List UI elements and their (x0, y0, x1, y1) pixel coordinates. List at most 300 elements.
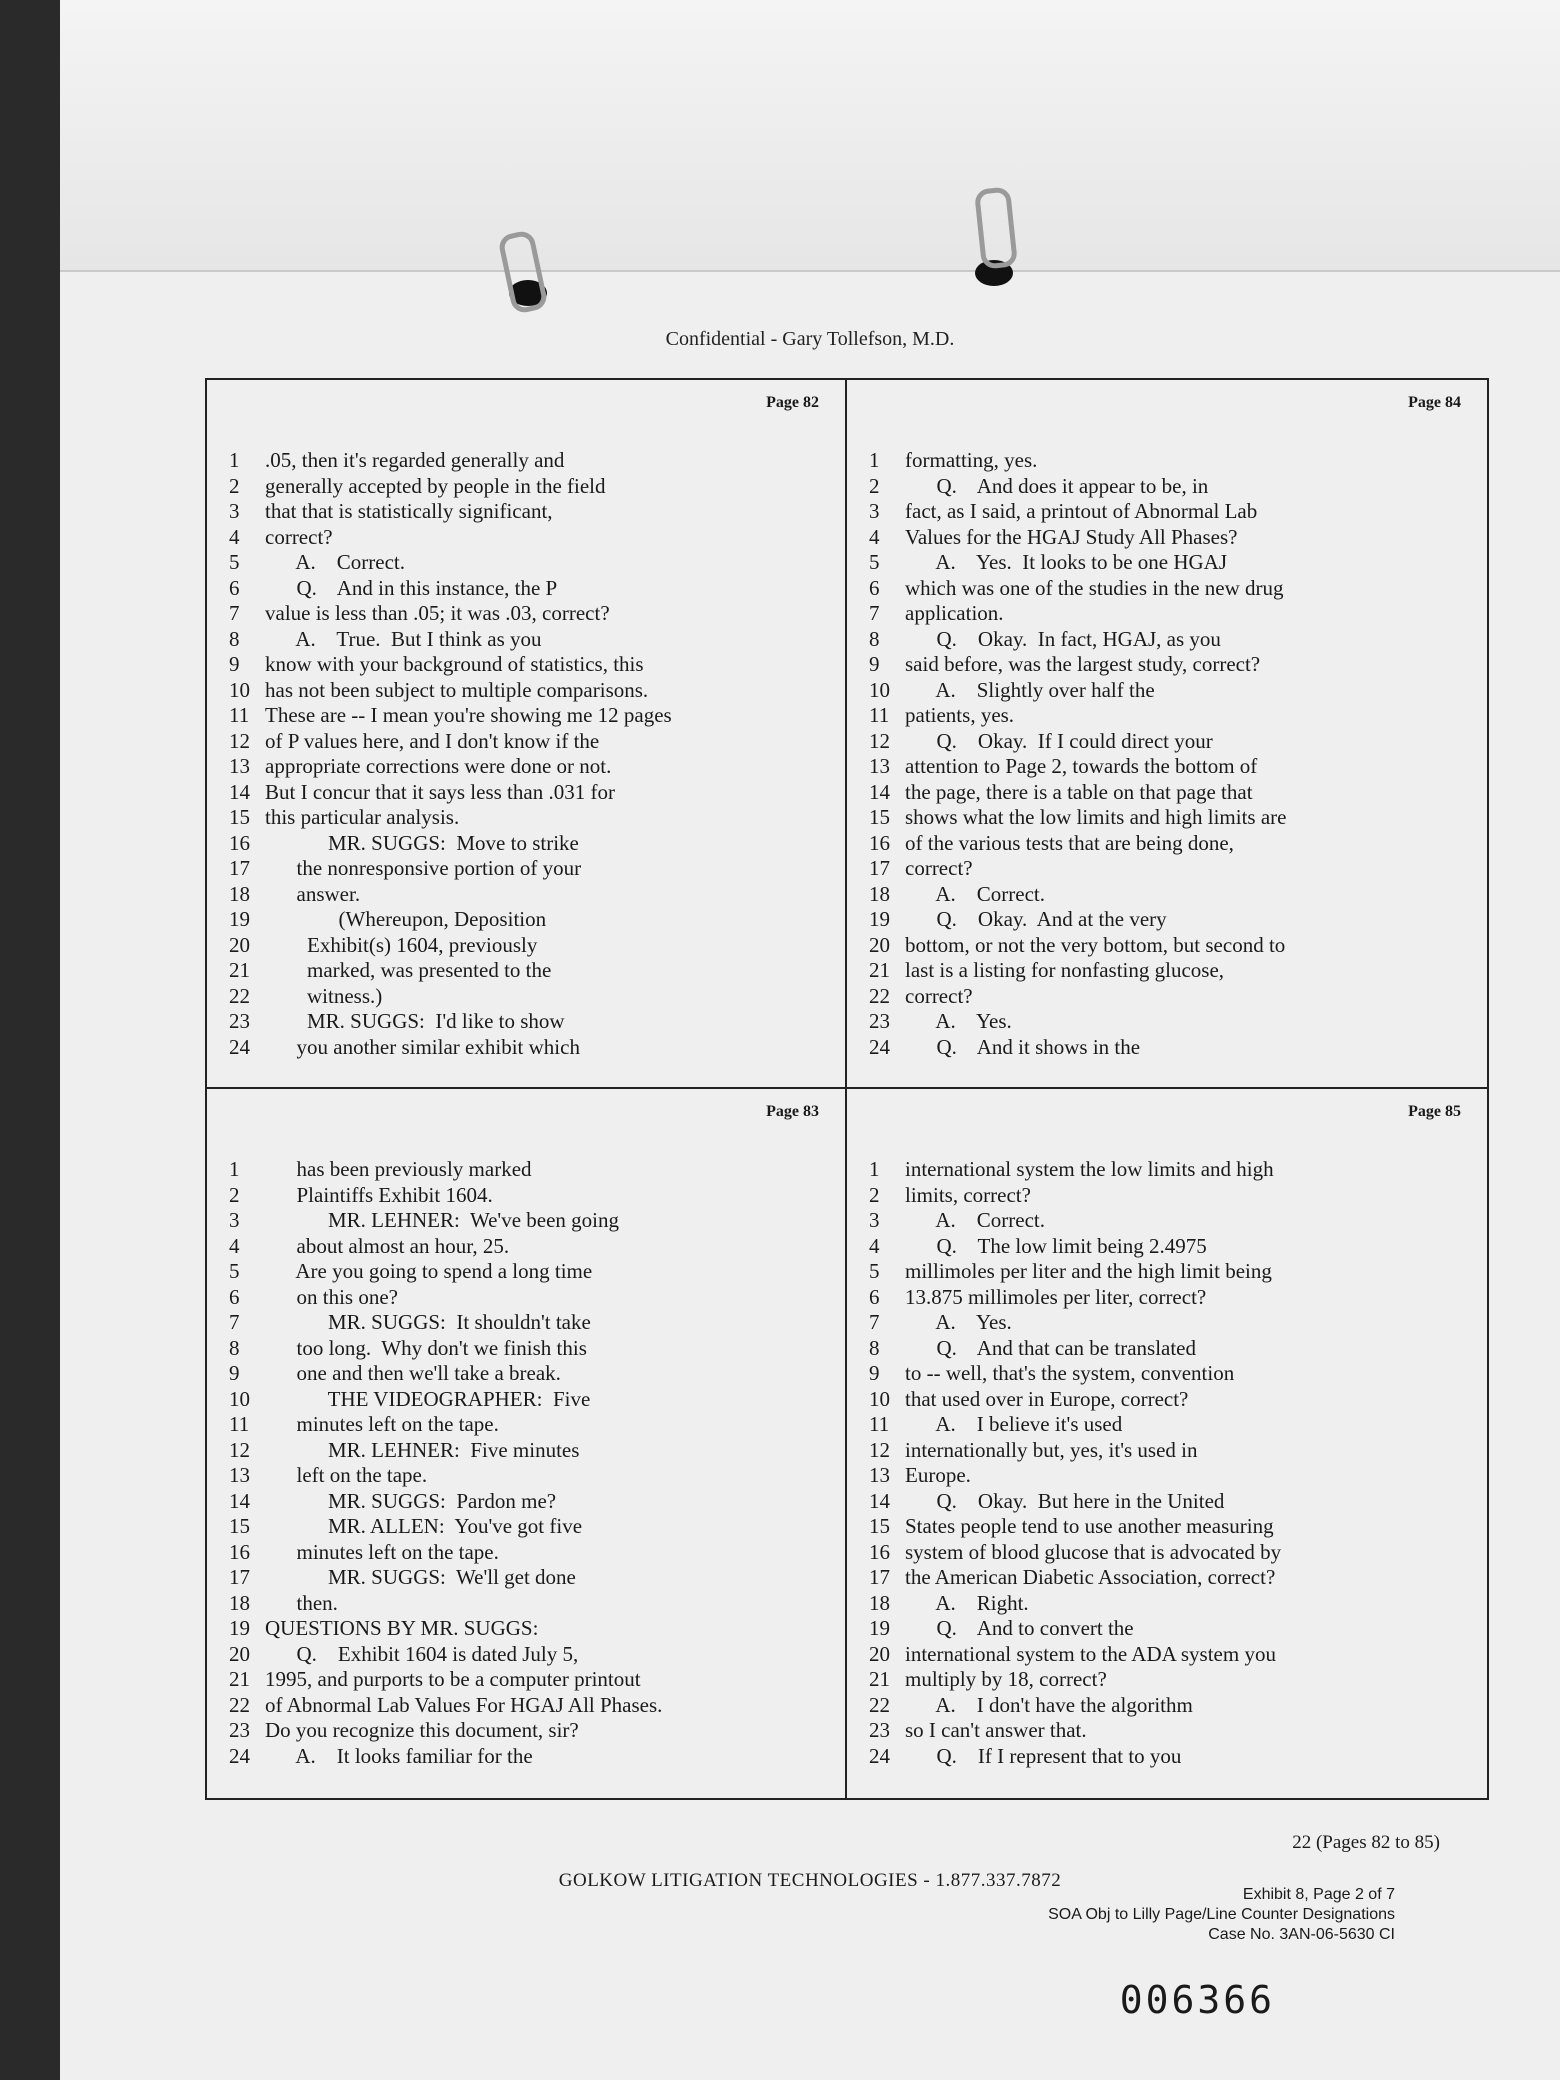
line-number: 15 (229, 1514, 250, 1538)
transcript-line (869, 1157, 1465, 1183)
line-number: 5 (869, 1259, 880, 1283)
line-text: so I can't answer that. (905, 1718, 1087, 1742)
line-number: 11 (229, 1412, 250, 1436)
line-text: minutes left on the tape. (265, 1539, 499, 1564)
line-number: 21 (869, 958, 890, 982)
transcript-line (869, 601, 1465, 627)
transcript-line (229, 1387, 823, 1413)
line-text: MR. SUGGS: Pardon me? (265, 1488, 557, 1513)
line-number: 6 (229, 1284, 240, 1309)
line-number: 13 (229, 754, 250, 778)
line-number: 2 (229, 473, 240, 498)
line-text: international system to the ADA system you (905, 1641, 1276, 1666)
line-text: Q. Okay. And at the very (905, 907, 1167, 931)
line-number: 23 (229, 1009, 250, 1033)
line-text: limits, correct? (905, 1182, 1031, 1207)
line-text: system of blood glucose that is advocated by (905, 1539, 1282, 1564)
line-text: Q. If I represent that to you (905, 1743, 1182, 1768)
line-number: 6 (229, 575, 240, 600)
line-number: 12 (229, 728, 250, 753)
line-text: of the various tests that are being done, (905, 830, 1234, 855)
transcript-line (869, 448, 1465, 474)
line-number: 14 (229, 1488, 250, 1513)
line-number: 9 (229, 652, 240, 676)
transcript-line (229, 601, 823, 627)
transcript-line (869, 1540, 1465, 1566)
transcript-line (869, 1489, 1465, 1515)
line-number: 14 (229, 779, 250, 804)
line-text: A. It looks familiar for the (265, 1743, 533, 1768)
line-text: Q. Okay. If I could direct your (905, 728, 1213, 753)
line-number: 3 (869, 499, 880, 523)
line-number: 9 (229, 1361, 240, 1385)
line-text: international system the low limits and high (905, 1157, 1274, 1181)
transcript-line (869, 703, 1465, 729)
line-text: attention to Page 2, towards the bottom of (905, 754, 1258, 778)
transcript-line (869, 1336, 1465, 1362)
line-text: A. Yes. (905, 1009, 1012, 1033)
line-number: 15 (869, 805, 890, 829)
exhibit-line: Exhibit 8, Page 2 of 7 (1242, 1886, 1395, 1903)
transcript-line (229, 1693, 823, 1719)
transcript-lines (229, 1157, 823, 1769)
transcript-line (869, 1310, 1465, 1336)
page-number-label: Page 85 (1408, 1103, 1461, 1120)
line-text: Q. And to convert the (905, 1616, 1134, 1640)
line-text: MR. LEHNER: Five minutes (265, 1437, 580, 1462)
transcript-line (229, 1259, 823, 1285)
transcript-line (869, 1035, 1465, 1061)
line-text: patients, yes. (905, 703, 1015, 727)
line-number: 5 (229, 550, 240, 574)
line-text: MR. LEHNER: We've been going (265, 1208, 619, 1232)
exhibit-line: Case No. 3AN-06-5630 CI (1208, 1926, 1395, 1943)
binder-ring-left (497, 229, 549, 315)
page-number-label: Page 83 (766, 1103, 819, 1120)
line-text: Exhibit(s) 1604, previously (265, 932, 538, 957)
transcript-line (869, 499, 1465, 525)
line-text: left on the tape. (265, 1463, 428, 1487)
line-number: 4 (869, 524, 880, 549)
line-text: Plaintiffs Exhibit 1604. (265, 1182, 493, 1207)
line-text: Q. Exhibit 1604 is dated July 5, (265, 1641, 579, 1666)
transcript-line (869, 627, 1465, 653)
transcript-line (869, 780, 1465, 806)
transcript-line (229, 1009, 823, 1035)
line-text: 13.875 millimoles per liter, correct? (905, 1284, 1207, 1309)
line-number: 24 (229, 1743, 250, 1768)
line-number: 22 (869, 983, 890, 1008)
transcript-line (229, 729, 823, 755)
line-number: 22 (229, 1692, 250, 1717)
line-number: 7 (869, 1310, 880, 1334)
transcript-line (869, 1361, 1465, 1387)
transcript-line (869, 831, 1465, 857)
transcript-line (229, 474, 823, 500)
line-text: value is less than .05; it was .03, correct? (265, 601, 610, 625)
line-number: 16 (869, 1539, 890, 1564)
transcript-line (869, 882, 1465, 908)
transcript-line (229, 525, 823, 551)
line-number: 18 (869, 881, 890, 906)
line-text: A. Right. (905, 1590, 1029, 1615)
line-number: 6 (869, 1284, 880, 1309)
line-text: on this one? (265, 1284, 398, 1309)
line-number: 13 (229, 1463, 250, 1487)
line-text: Q. And does it appear to be, in (905, 473, 1209, 498)
line-number: 9 (869, 652, 880, 676)
transcript-line (869, 1718, 1465, 1744)
line-number: 24 (869, 1034, 890, 1059)
line-number: 11 (229, 703, 250, 727)
line-text: A. Correct. (905, 1208, 1045, 1232)
transcript-line (229, 1463, 823, 1489)
transcript-line (869, 1463, 1465, 1489)
line-text: said before, was the largest study, correct? (905, 652, 1261, 676)
line-text: A. True. But I think as you (265, 626, 542, 651)
transcript-line (869, 1259, 1465, 1285)
line-text: application. (905, 601, 1004, 625)
line-text: MR. SUGGS: Move to strike (265, 830, 579, 855)
transcript-line (869, 958, 1465, 984)
transcript-line (229, 1035, 823, 1061)
transcript-line (229, 882, 823, 908)
transcript-line (869, 1412, 1465, 1438)
pages-summary: 22 (Pages 82 to 85) (1292, 1832, 1440, 1853)
line-text: of Abnormal Lab Values For HGAJ All Phases. (265, 1692, 663, 1717)
transcript-line (229, 1540, 823, 1566)
line-number: 23 (869, 1009, 890, 1033)
transcript-line (229, 1489, 823, 1515)
line-text: this particular analysis. (265, 805, 460, 829)
line-number: 2 (869, 1182, 880, 1207)
line-text: that used over in Europe, correct? (905, 1386, 1189, 1411)
line-text: But I concur that it says less than .031 for (265, 779, 615, 804)
line-number: 2 (869, 473, 880, 498)
line-number: 11 (869, 1412, 890, 1436)
line-text: A. Yes. (905, 1310, 1012, 1334)
transcript-line (229, 831, 823, 857)
line-number: 5 (869, 550, 880, 574)
line-text: Q. And that can be translated (905, 1335, 1197, 1360)
transcript-line (229, 1438, 823, 1464)
line-number: 10 (229, 1386, 250, 1411)
transcript-line (229, 448, 823, 474)
line-number: 7 (869, 601, 880, 625)
transcript-line (869, 754, 1465, 780)
line-text: Values for the HGAJ Study All Phases? (905, 524, 1238, 549)
line-text: the nonresponsive portion of your (265, 856, 582, 880)
binder-strip (60, 0, 1560, 272)
line-text: .05, then it's regarded generally and (265, 448, 565, 472)
line-number: 14 (869, 1488, 890, 1513)
transcript-line (229, 1336, 823, 1362)
line-text: millimoles per liter and the high limit being (905, 1259, 1272, 1283)
line-number: 10 (869, 677, 890, 702)
line-text: generally accepted by people in the field (265, 473, 606, 498)
transcript-line (229, 1208, 823, 1234)
line-number: 3 (869, 1208, 880, 1232)
line-text: about almost an hour, 25. (265, 1233, 510, 1258)
transcript-line (869, 1591, 1465, 1617)
line-text: the page, there is a table on that page that (905, 779, 1253, 804)
transcript-line (229, 652, 823, 678)
line-text: of P values here, and I don't know if the (265, 728, 600, 753)
line-number: 16 (869, 830, 890, 855)
line-number: 14 (869, 779, 890, 804)
line-number: 20 (869, 932, 890, 957)
line-number: 2 (229, 1182, 240, 1207)
line-number: 6 (869, 575, 880, 600)
line-text: one and then we'll take a break. (265, 1361, 561, 1385)
transcript-line (229, 1667, 823, 1693)
line-text: marked, was presented to the (265, 958, 552, 982)
transcript-line (869, 652, 1465, 678)
line-number: 24 (229, 1034, 250, 1059)
line-text: correct? (905, 856, 973, 880)
transcript-line (869, 1183, 1465, 1209)
line-number: 8 (229, 1335, 240, 1360)
transcript-line (869, 1009, 1465, 1035)
line-text: MR. SUGGS: It shouldn't take (265, 1310, 591, 1334)
transcript-line (869, 907, 1465, 933)
line-text: bottom, or not the very bottom, but second to (905, 932, 1286, 957)
line-text: Q. The low limit being 2.4975 (905, 1233, 1207, 1258)
line-text: These are -- I mean you're showing me 12 pages (265, 703, 672, 727)
line-number: 4 (229, 524, 240, 549)
transcript-line (869, 1616, 1465, 1642)
binder-ring-right (974, 186, 1018, 269)
line-number: 19 (869, 907, 890, 931)
transcript-line (869, 525, 1465, 551)
transcript-line (869, 474, 1465, 500)
transcript-line (229, 499, 823, 525)
line-number: 20 (229, 932, 250, 957)
transcript-line (229, 1616, 823, 1642)
line-text: shows what the low limits and high limits are (905, 805, 1287, 829)
line-text: Europe. (905, 1463, 971, 1487)
transcript-line (229, 933, 823, 959)
transcript-line (229, 1285, 823, 1311)
transcript-lines (869, 1157, 1465, 1769)
line-number: 1 (229, 1157, 240, 1181)
line-number: 17 (869, 1565, 890, 1589)
line-text: appropriate corrections were done or not. (265, 754, 612, 778)
line-number: 3 (229, 499, 240, 523)
transcript-line (229, 1565, 823, 1591)
line-number: 12 (869, 728, 890, 753)
transcript-line (229, 703, 823, 729)
transcript-line (229, 1361, 823, 1387)
line-number: 16 (229, 1539, 250, 1564)
line-number: 5 (229, 1259, 240, 1283)
line-text: you another similar exhibit which (265, 1034, 580, 1059)
line-number: 20 (229, 1641, 250, 1666)
transcript-line (229, 1718, 823, 1744)
line-text: A. Slightly over half the (905, 677, 1155, 702)
transcript-panel-page-82 (207, 380, 847, 1089)
transcript-line (229, 1183, 823, 1209)
line-number: 7 (229, 1310, 240, 1334)
line-number: 18 (869, 1590, 890, 1615)
line-text: Q. Okay. But here in the United (905, 1488, 1225, 1513)
transcript-line (869, 805, 1465, 831)
transcript-line (229, 754, 823, 780)
line-text: MR. SUGGS: I'd like to show (265, 1009, 565, 1033)
line-number: 1 (869, 1157, 880, 1181)
line-number: 18 (229, 881, 250, 906)
line-number: 19 (229, 1616, 250, 1640)
transcript-line (229, 856, 823, 882)
transcript-line (869, 1667, 1465, 1693)
line-number: 15 (869, 1514, 890, 1538)
line-text: know with your background of statistics, this (265, 652, 644, 676)
transcript-panel-page-84 (847, 380, 1487, 1089)
transcript-line (229, 1591, 823, 1617)
line-text: 1995, and purports to be a computer printout (265, 1667, 641, 1691)
line-number: 23 (229, 1718, 250, 1742)
transcript-line (229, 1514, 823, 1540)
transcript-line (869, 1438, 1465, 1464)
line-number: 13 (869, 754, 890, 778)
exhibit-stamp (1048, 1885, 1395, 1945)
transcript-line (229, 780, 823, 806)
transcript-panel-page-83 (207, 1089, 847, 1798)
line-text: minutes left on the tape. (265, 1412, 499, 1436)
line-text: THE VIDEOGRAPHER: Five (265, 1386, 591, 1411)
line-number: 13 (869, 1463, 890, 1487)
bates-number: 006366 (1119, 1978, 1275, 2022)
transcript-line (869, 729, 1465, 755)
company-footer: GOLKOW LITIGATION TECHNOLOGIES - 1.877.337.7872 (558, 1870, 1062, 1891)
line-text: A. Yes. It looks to be one HGAJ (905, 550, 1228, 574)
line-number: 23 (869, 1718, 890, 1742)
transcript-line (229, 627, 823, 653)
transcript-line (229, 1744, 823, 1770)
line-text: fact, as I said, a printout of Abnormal Lab (905, 499, 1258, 523)
line-number: 19 (229, 907, 250, 931)
line-text: then. (265, 1590, 338, 1615)
transcript-panel-page-85 (847, 1089, 1487, 1798)
line-number: 20 (869, 1641, 890, 1666)
line-number: 12 (869, 1437, 890, 1462)
line-number: 3 (229, 1208, 240, 1232)
transcript-line (229, 1234, 823, 1260)
transcript-line (869, 1387, 1465, 1413)
transcript-line (869, 1514, 1465, 1540)
line-number: 1 (229, 448, 240, 472)
line-text: has been previously marked (265, 1157, 532, 1181)
transcript-line (869, 550, 1465, 576)
transcript-line (869, 1744, 1465, 1770)
line-text: QUESTIONS BY MR. SUGGS: (265, 1616, 539, 1640)
line-text: correct? (265, 524, 333, 549)
transcript-line (229, 984, 823, 1010)
transcript-line (229, 805, 823, 831)
transcript-lines (869, 448, 1465, 1060)
transcript-line (869, 678, 1465, 704)
transcript-line (869, 1642, 1465, 1668)
line-number: 11 (869, 703, 890, 727)
transcript-line (869, 856, 1465, 882)
line-number: 21 (869, 1667, 890, 1691)
transcript-line (229, 576, 823, 602)
line-text: (Whereupon, Deposition (265, 907, 547, 931)
line-text: to -- well, that's the system, convention (905, 1361, 1235, 1385)
transcript-line (229, 1157, 823, 1183)
line-number: 16 (229, 830, 250, 855)
line-number: 7 (229, 601, 240, 625)
line-text: too long. Why don't we finish this (265, 1335, 587, 1360)
transcript-page (60, 0, 1560, 2080)
line-text: MR. ALLEN: You've got five (265, 1514, 583, 1538)
transcript-line (869, 1285, 1465, 1311)
line-text: A. I believe it's used (905, 1412, 1123, 1436)
transcript-line (869, 1208, 1465, 1234)
transcript-line (869, 933, 1465, 959)
line-number: 1 (869, 448, 880, 472)
line-number: 8 (869, 1335, 880, 1360)
line-number: 10 (229, 677, 250, 702)
line-number: 22 (229, 983, 250, 1008)
line-number: 22 (869, 1692, 890, 1717)
line-text: that that is statistically significant, (265, 499, 553, 523)
line-number: 9 (869, 1361, 880, 1385)
exhibit-line: SOA Obj to Lilly Page/Line Counter Designations (1048, 1906, 1395, 1923)
line-number: 4 (869, 1233, 880, 1258)
line-number: 19 (869, 1616, 890, 1640)
line-text: formatting, yes. (905, 448, 1038, 472)
line-number: 21 (229, 958, 250, 982)
line-number: 8 (869, 626, 880, 651)
transcript-line (229, 1412, 823, 1438)
line-text: which was one of the studies in the new drug (905, 575, 1284, 600)
transcript-line (869, 576, 1465, 602)
line-number: 21 (229, 1667, 250, 1691)
transcript-line (229, 1642, 823, 1668)
transcript-line (229, 958, 823, 984)
page-title: Confidential - Gary Tollefson, M.D. (665, 328, 955, 350)
line-text: internationally but, yes, it's used in (905, 1437, 1198, 1462)
line-number: 24 (869, 1743, 890, 1768)
transcript-line (869, 984, 1465, 1010)
transcript-grid (205, 378, 1489, 1800)
page-number-label: Page 84 (1408, 394, 1461, 411)
line-number: 12 (229, 1437, 250, 1462)
line-text: Do you recognize this document, sir? (265, 1718, 579, 1742)
line-text: witness.) (265, 983, 383, 1008)
line-text: States people tend to use another measuring (905, 1514, 1274, 1538)
line-number: 8 (229, 626, 240, 651)
line-text: multiply by 18, correct? (905, 1667, 1107, 1691)
transcript-line (869, 1565, 1465, 1591)
line-number: 17 (229, 856, 250, 880)
transcript-line (869, 1693, 1465, 1719)
transcript-line (229, 550, 823, 576)
transcript-lines (229, 448, 823, 1060)
line-number: 10 (869, 1386, 890, 1411)
transcript-line (229, 1310, 823, 1336)
transcript-line (229, 678, 823, 704)
page-number-label: Page 82 (766, 394, 819, 411)
line-text: A. Correct. (265, 550, 405, 574)
transcript-line (869, 1234, 1465, 1260)
line-text: A. I don't have the algorithm (905, 1692, 1193, 1717)
line-text: Q. Okay. In fact, HGAJ, as you (905, 626, 1221, 651)
line-number: 17 (229, 1565, 250, 1589)
line-number: 15 (229, 805, 250, 829)
line-text: last is a listing for nonfasting glucose, (905, 958, 1225, 982)
